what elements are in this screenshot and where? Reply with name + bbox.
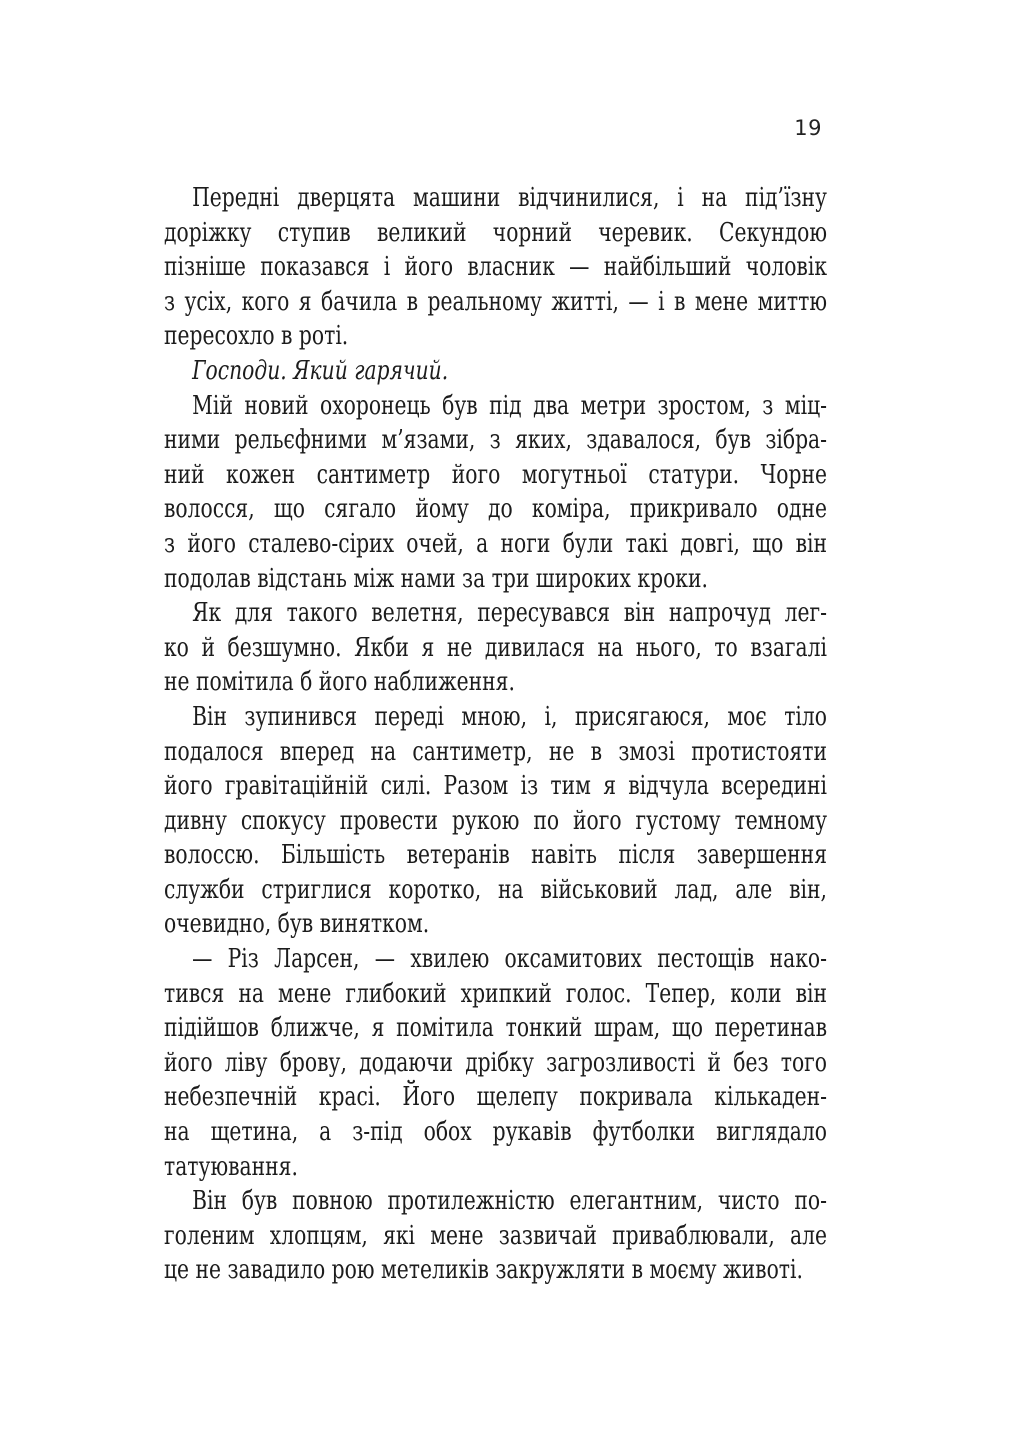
text-line: очевидно, був винятком. bbox=[164, 909, 430, 940]
text-line: ними рельєфними м’язами, з яких, здавалося, був зібра- bbox=[164, 425, 827, 456]
paragraph bbox=[164, 389, 827, 597]
text-line: Як для такого велетня, пересувався він напрочуд лег- bbox=[192, 598, 827, 629]
text-line: подалося вперед на сантиметр, не в змозі протистояти bbox=[164, 736, 827, 767]
paragraph bbox=[164, 181, 827, 354]
text-line: Він був повною протилежністю елегантним, чисто по- bbox=[192, 1186, 827, 1217]
paragraph bbox=[164, 596, 827, 700]
text-line: доріжку ступив великий чорний черевик. Секундою bbox=[164, 217, 827, 248]
page-number: 19 bbox=[794, 116, 822, 140]
text-line: пізніше показався і його власник — найбільший чоловік bbox=[164, 252, 827, 283]
text-line: Господи. Який гарячий. bbox=[192, 355, 449, 386]
text-line: небезпечній красі. Його щелепу покривала кількаден- bbox=[164, 1082, 827, 1113]
page-text bbox=[164, 181, 827, 1288]
text-line: ко й безшумно. Якби я не дивилася на нього, то взагалі bbox=[164, 632, 827, 663]
text-line: з його сталево-сірих очей, а ноги були такі довгі, що він bbox=[164, 528, 827, 559]
text-line: пересохло в роті. bbox=[164, 321, 349, 352]
text-line: його гравітаційній силі. Разом із тим я відчула всередині bbox=[164, 771, 827, 802]
text-line: Мій новий охоронець був під два метри зростом, з міц- bbox=[192, 390, 827, 421]
text-line: це не завадило рою метеликів закружляти в моєму животі. bbox=[164, 1255, 803, 1286]
text-line: татуювання. bbox=[164, 1151, 298, 1182]
text-line: на щетина, а з-під обох рукавів футболки виглядало bbox=[164, 1117, 827, 1148]
paragraph bbox=[164, 700, 827, 942]
paragraph bbox=[164, 942, 827, 1184]
text-line: — Різ Ларсен, — хвилею оксамитових пестощів нако- bbox=[192, 944, 827, 975]
text-line: його ліву брову, додаючи дрібку загрозливості й без того bbox=[164, 1047, 827, 1078]
text-line: Він зупинився переді мною, і, присягаюся, моє тіло bbox=[192, 701, 827, 732]
text-line: підійшов ближче, я помітила тонкий шрам, що перетинав bbox=[164, 1013, 827, 1044]
text-line: подолав відстань між нами за три широких кроки. bbox=[164, 563, 708, 594]
text-line: ний кожен сантиметр його могутньої статури. Чорне bbox=[164, 459, 827, 490]
text-line: з усіх, кого я бачила в реальному житті, — і в мене миттю bbox=[164, 286, 827, 317]
text-line: волосся, що сягало йому до коміра, прикривало одне bbox=[164, 494, 827, 525]
text-line: дивну спокусу провести рукою по його густому темному bbox=[164, 805, 827, 836]
text-line: Передні дверцята машини відчинилися, і на під’їзну bbox=[192, 183, 827, 213]
paragraph bbox=[164, 1184, 827, 1288]
paragraph bbox=[164, 354, 827, 389]
text-line: тився на мене глибокий хрипкий голос. Тепер, коли він bbox=[164, 978, 827, 1009]
text-line: волоссю. Більшість ветеранів навіть після завершення bbox=[164, 840, 827, 871]
text-line: голеним хлопцям, які мене зазвичай приваблювали, але bbox=[164, 1220, 827, 1251]
text-line: не помітила б його наближення. bbox=[164, 667, 515, 698]
text-line: служби стриглися коротко, на військовий лад, але він, bbox=[164, 874, 827, 905]
